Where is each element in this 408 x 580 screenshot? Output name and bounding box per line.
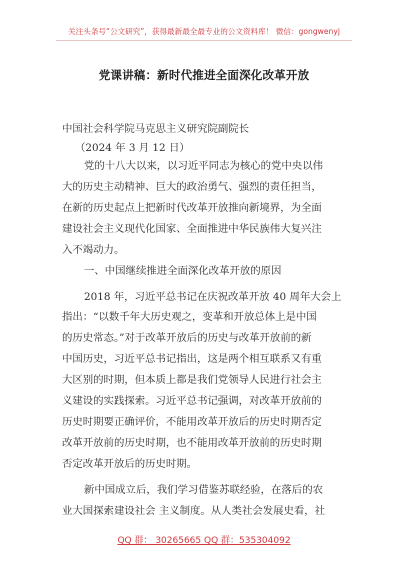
body-line: 业大国探索建设社会 主义制度。从人类社会发展史看，社 bbox=[62, 505, 326, 517]
body-line: 党的十八大以来，以习近平同志为核心的党中央以伟 bbox=[84, 160, 323, 172]
document-title: 党课讲稿：新时代推进全面深化改革开放 bbox=[98, 68, 310, 82]
body-line: 指出：“以数千年大历史观之，变革和开放总体上是中国 bbox=[62, 311, 317, 323]
body-line: 否定改革开放后的历史时期。 bbox=[62, 458, 198, 470]
body-line: 建设社会主义现代化国家、全面推进中华民族伟大复兴注 bbox=[62, 223, 322, 235]
body-line: 大区别的时期，但本质上都是我们党领导人民进行社会主 bbox=[62, 374, 322, 386]
body-line: 在新的历史起点上把新时代改革开放推向新境界，为全面 bbox=[62, 202, 322, 214]
footer-qq-groups: QQ 群： 30265665 QQ 群：535304092 bbox=[117, 536, 291, 546]
body-line: 中国历史，习近平总书记指出，这是两个相互联系又有重 bbox=[62, 353, 322, 365]
body-line: 义建设的实践探索。习近平总书记强调，对改革开放前的 bbox=[62, 395, 322, 407]
document-date: （2024 年 3 月 12 日） bbox=[75, 142, 190, 154]
body-line: 新中国成立后，我们学习借鉴苏联经验，在落后的农 bbox=[84, 484, 323, 496]
body-line: 2018 年，习近平总书记在庆祝改革开放 40 周年大会上 bbox=[84, 291, 342, 303]
body-line: 入不竭动力。 bbox=[62, 244, 125, 256]
header-divider bbox=[56, 40, 352, 41]
body-line: 大的历史主动精神、巨大的政治勇气、强烈的责任担当， bbox=[62, 181, 322, 193]
body-line: 改革开放前的历史时期，也不能用改革开放前的历史时期 bbox=[62, 437, 322, 449]
section-heading: 一、中国继续推进全面深化改革开放的原因 bbox=[84, 265, 282, 277]
body-line: 的历史常态。”对于改革开放后的历史与改革开放前的新 bbox=[62, 332, 312, 344]
body-line: 历史时期要正确评价，不能用改革开放后的历史时期否定 bbox=[62, 416, 322, 428]
header-promo-text: 关注头条号“公文研究”，获得最新最全最专业的公文资料库！ 微信：gongwenyj bbox=[68, 27, 340, 36]
author-affiliation: 中国社会科学院马克思主义研究院副院长 bbox=[62, 123, 250, 135]
